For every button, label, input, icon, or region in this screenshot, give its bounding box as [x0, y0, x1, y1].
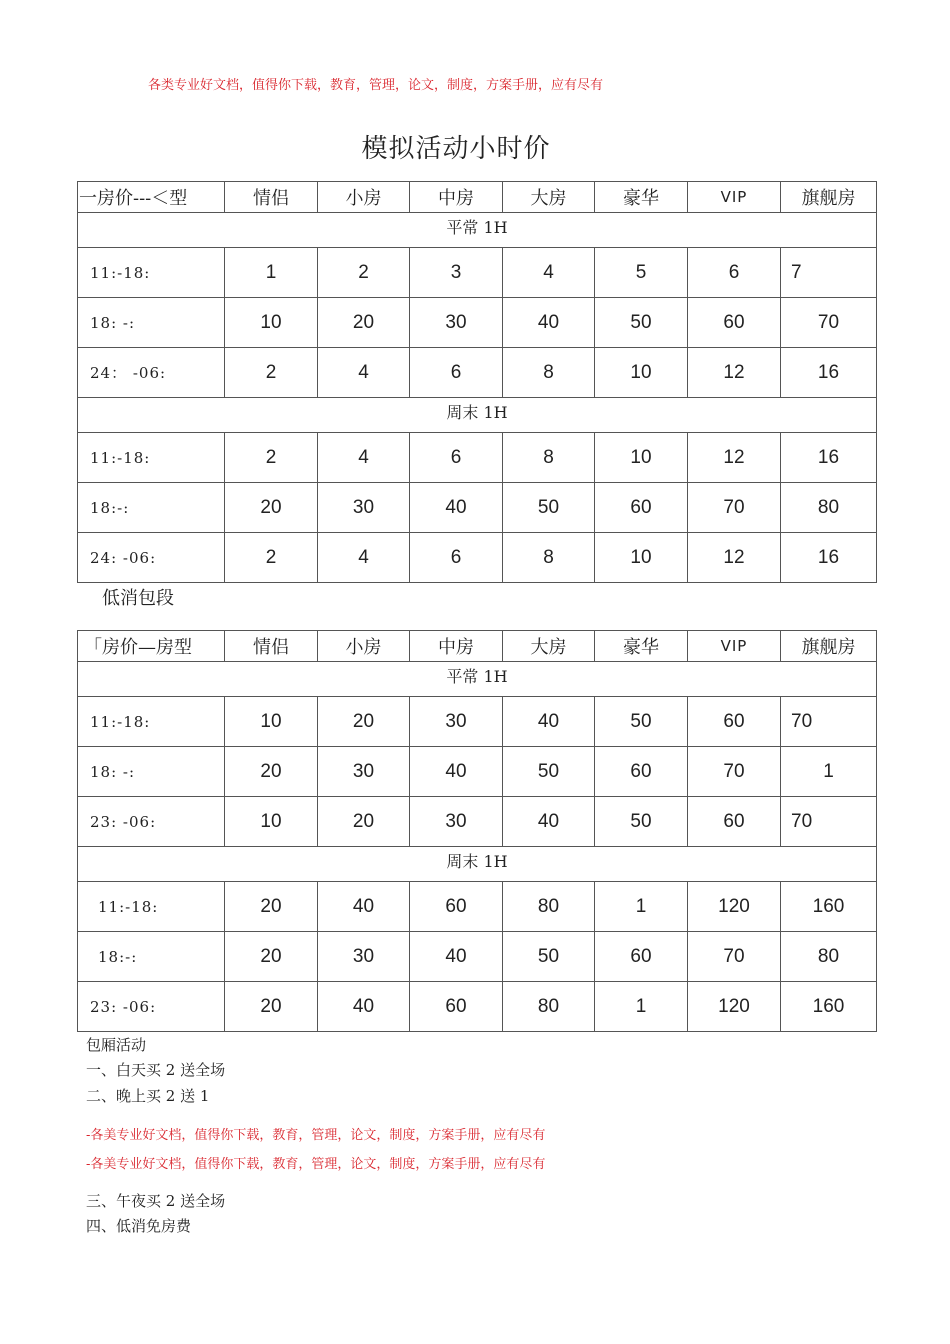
table-header-row — [78, 631, 877, 662]
promo-line: -各美专业好文档，值得你下载，教育，管理，论文，制度，方案手册，应有尽有 — [86, 1157, 546, 1172]
price-cell: 40 — [410, 932, 503, 982]
price-cell: 10 — [225, 298, 318, 348]
header-cell: 中房 — [410, 182, 503, 213]
price-cell: 70 — [781, 298, 877, 348]
price-cell: 3 — [410, 248, 503, 298]
price-cell: 10 — [225, 697, 318, 747]
time-cell: 18:-: — [78, 483, 225, 533]
price-cell: 60 — [688, 797, 781, 847]
header-cell: 情侣 — [225, 182, 318, 213]
price-cell: 60 — [595, 932, 688, 982]
price-cell: 40 — [503, 298, 595, 348]
price-cell: 30 — [410, 797, 503, 847]
table-row — [78, 433, 877, 483]
price-cell: 40 — [318, 882, 410, 932]
price-cell: 40 — [503, 697, 595, 747]
price-cell: 8 — [503, 533, 595, 583]
activities-heading: 包厢活动 — [86, 1036, 147, 1054]
header-cell: 小房 — [318, 631, 410, 662]
price-cell: 60 — [595, 747, 688, 797]
price-cell: 80 — [503, 882, 595, 932]
table-row — [78, 348, 877, 398]
time-cell: 18: -: — [78, 298, 225, 348]
price-cell: 12 — [688, 433, 781, 483]
price-cell: 6 — [410, 433, 503, 483]
price-cell: 2 — [225, 433, 318, 483]
price-cell: 70 — [781, 797, 877, 847]
activity-item: 四、低消免房费 — [86, 1217, 192, 1235]
price-cell: 1 — [225, 248, 318, 298]
section-row-weekend — [78, 847, 877, 882]
price-cell: 7 — [781, 248, 877, 298]
header-cell: 大房 — [503, 182, 595, 213]
price-cell: 40 — [318, 982, 410, 1032]
table-row — [78, 298, 877, 348]
time-cell: 24： -06: — [78, 348, 225, 398]
activity-item: 二、晚上买 2 送 1 — [86, 1087, 210, 1105]
price-cell: 20 — [318, 298, 410, 348]
price-cell: 70 — [688, 932, 781, 982]
price-cell: 50 — [503, 747, 595, 797]
price-cell: 30 — [318, 747, 410, 797]
header-cell: 豪华 — [595, 182, 688, 213]
price-table-2 — [77, 630, 877, 1032]
header-cell: 中房 — [410, 631, 503, 662]
price-cell: 60 — [688, 697, 781, 747]
price-cell: 20 — [318, 697, 410, 747]
price-cell: 50 — [595, 298, 688, 348]
section-row-weekday — [78, 213, 877, 248]
price-cell: 30 — [318, 483, 410, 533]
price-cell: 20 — [225, 932, 318, 982]
price-cell: 40 — [410, 747, 503, 797]
time-cell: 11:-18: — [78, 433, 225, 483]
price-cell: 50 — [503, 932, 595, 982]
price-cell: 5 — [595, 248, 688, 298]
price-cell: 16 — [781, 433, 877, 483]
price-cell: 4 — [318, 433, 410, 483]
header-cell: 情侣 — [225, 631, 318, 662]
price-cell: 12 — [688, 348, 781, 398]
price-cell: 70 — [781, 697, 877, 747]
price-cell: 1 — [781, 747, 877, 797]
price-cell: 20 — [225, 483, 318, 533]
time-cell: 11:-18: — [78, 248, 225, 298]
price-cell: 50 — [595, 697, 688, 747]
price-cell: 80 — [781, 932, 877, 982]
price-cell: 20 — [318, 797, 410, 847]
price-cell: 30 — [410, 298, 503, 348]
price-cell: 6 — [410, 533, 503, 583]
price-cell: 80 — [503, 982, 595, 1032]
header-cell: 豪华 — [595, 631, 688, 662]
price-cell: 120 — [688, 882, 781, 932]
price-cell: 120 — [688, 982, 781, 1032]
price-cell: 160 — [781, 982, 877, 1032]
price-cell: 20 — [225, 747, 318, 797]
price-cell: 2 — [225, 533, 318, 583]
price-cell: 2 — [225, 348, 318, 398]
price-cell: 40 — [410, 483, 503, 533]
price-cell: 16 — [781, 348, 877, 398]
table-row — [78, 533, 877, 583]
price-cell: 70 — [688, 483, 781, 533]
header-cell: VIP — [688, 182, 781, 213]
table-row — [78, 248, 877, 298]
table-row — [78, 697, 877, 747]
time-cell: 11:-18: — [78, 697, 225, 747]
price-cell: 12 — [688, 533, 781, 583]
price-cell: 60 — [410, 882, 503, 932]
price-cell: 16 — [781, 533, 877, 583]
header-cell: VIP — [688, 631, 781, 662]
price-cell: 10 — [225, 797, 318, 847]
price-cell: 70 — [688, 747, 781, 797]
price-cell: 4 — [318, 348, 410, 398]
price-cell: 20 — [225, 982, 318, 1032]
time-cell: 11:-18: — [78, 882, 225, 932]
price-cell: 60 — [688, 298, 781, 348]
price-cell: 50 — [595, 797, 688, 847]
table-row — [78, 747, 877, 797]
price-cell: 6 — [410, 348, 503, 398]
price-cell: 4 — [318, 533, 410, 583]
table-row — [78, 982, 877, 1032]
price-cell: 1 — [595, 882, 688, 932]
price-cell: 10 — [595, 348, 688, 398]
activity-item: 一、白天买 2 送全场 — [86, 1061, 226, 1079]
page-title: 模拟活动小时价 — [361, 134, 551, 164]
price-cell: 2 — [318, 248, 410, 298]
header-cell: 旗舰房 — [781, 182, 877, 213]
price-cell: 20 — [225, 882, 318, 932]
section-label: 平常 1H — [78, 662, 877, 697]
section-label: 周末 1H — [78, 398, 877, 433]
table-row — [78, 882, 877, 932]
activity-item: 三、午夜买 2 送全场 — [86, 1192, 226, 1210]
price-cell: 60 — [595, 483, 688, 533]
price-cell: 8 — [503, 348, 595, 398]
section-row-weekend — [78, 398, 877, 433]
price-cell: 4 — [503, 248, 595, 298]
time-cell: 18: -: — [78, 747, 225, 797]
price-cell: 160 — [781, 882, 877, 932]
price-cell: 30 — [318, 932, 410, 982]
header-cell: 「房价—房型 — [78, 631, 225, 662]
price-cell: 50 — [503, 483, 595, 533]
price-cell: 10 — [595, 433, 688, 483]
table-header-row — [78, 182, 877, 213]
promo-line: -各美专业好文档，值得你下载，教育，管理，论文，制度，方案手册，应有尽有 — [86, 1128, 546, 1143]
price-table-1 — [77, 181, 877, 583]
header-cell: 大房 — [503, 631, 595, 662]
time-cell: 24: -06: — [78, 533, 225, 583]
header-cell: 一房价---＜型 — [78, 182, 225, 213]
price-cell: 60 — [410, 982, 503, 1032]
table-row — [78, 932, 877, 982]
section-row-weekday — [78, 662, 877, 697]
price-cell: 6 — [688, 248, 781, 298]
price-cell: 8 — [503, 433, 595, 483]
time-cell: 23: -06: — [78, 982, 225, 1032]
time-cell: 23: -06: — [78, 797, 225, 847]
top-banner: 各类专业好文档，值得你下载，教育，管理，论文，制度，方案手册，应有尽有 — [148, 78, 604, 93]
low-spend-label: 低消包段 — [102, 588, 174, 609]
section-label: 周末 1H — [78, 847, 877, 882]
section-label: 平常 1H — [78, 213, 877, 248]
header-cell: 旗舰房 — [781, 631, 877, 662]
price-cell: 30 — [410, 697, 503, 747]
time-cell: 18:-: — [78, 932, 225, 982]
price-cell: 80 — [781, 483, 877, 533]
table-row — [78, 797, 877, 847]
table-row — [78, 483, 877, 533]
price-cell: 1 — [595, 982, 688, 1032]
price-cell: 40 — [503, 797, 595, 847]
price-cell: 10 — [595, 533, 688, 583]
header-cell: 小房 — [318, 182, 410, 213]
